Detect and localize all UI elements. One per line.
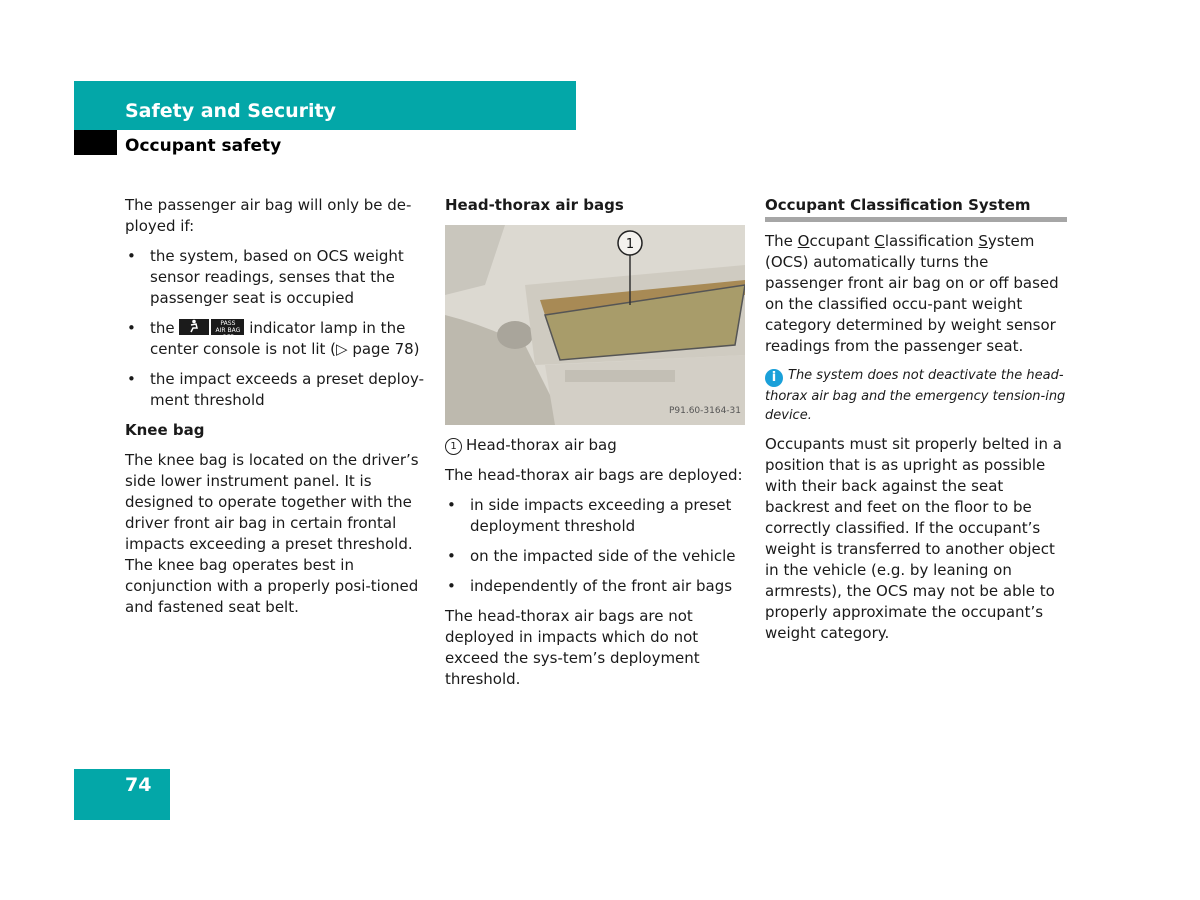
pass-airbag-off-indicator-icon: PASS AIR BAG OFF (211, 319, 244, 335)
ocs-heading: Occupant Classification System (765, 195, 1067, 222)
figure-callout: 1 (625, 237, 635, 252)
knee-bag-text: The knee bag is located on the driver’s side lower instrument panel. It is designed to operate together with the driver front air bag in certain frontal impacts exceeding a preset threshold. The knee bag operates best in conjunction with a properly posi-tioned and fastened seat belt. (125, 451, 419, 616)
page-number-box (74, 769, 170, 820)
list-item: • in side impacts exceeding a preset deployment threshold (447, 496, 732, 535)
column-right (765, 195, 1067, 653)
list-item: • on the impacted side of the vehicle (447, 547, 736, 565)
deployment-conditions-list (125, 246, 425, 411)
info-icon: i (765, 369, 783, 387)
column-left (125, 195, 425, 627)
section-title: Safety and Security (125, 100, 337, 122)
head-thorax-heading: Head-thorax air bags (445, 196, 624, 214)
figure-caption: 1 Head-thorax air bag (445, 435, 747, 456)
deployed-intro: The head-thorax air bags are deployed: (445, 466, 743, 484)
list-item: • the impact exceeds a preset deploy-ment threshold (127, 370, 425, 409)
list-item: • the system, based on OCS weight sensor readings, senses that the passenger seat is occupied (127, 247, 404, 307)
seated-person-icon (179, 319, 209, 335)
passenger-airbag-intro: The passenger air bag will only be de-ployed if: (125, 196, 412, 235)
callout-number-icon: 1 (445, 438, 462, 455)
door-panel-figure (445, 225, 745, 425)
subsection-marker (74, 130, 117, 155)
subsection-title: Occupant safety (125, 136, 282, 156)
door-interior-illustration (445, 225, 745, 425)
knee-bag-heading: Knee bag (125, 421, 205, 439)
info-note: i The system does not deactivate the head-thorax air bag and the emergency tension-ing device. (765, 368, 1066, 423)
head-thorax-conditions-list (445, 495, 747, 597)
list-item: • the PASS AIR BAG OFF indicator lamp in the center console is not lit (▷ page 78) (127, 319, 420, 358)
not-deployed-text: The head-thorax air bags are not deployed in impacts which do not exceed the sys-tem’s deployment threshold. (445, 607, 700, 688)
page-number: 74 (125, 774, 152, 796)
list-item: • independently of the front air bags (447, 577, 733, 595)
figure-code: P91.60-3164-31 (668, 406, 741, 416)
ocs-body: Occupants must sit properly belted in a position that is as upright as possible with their back against the seat backrest and feet on the floor to be correctly classified. If the occupant’s weight is transferred to another object in the vehicle (e.g. by leaning on armrests), the OCS may not be able to properly approximate the occupant’s weight category. (765, 435, 1062, 642)
ocs-intro: The Occupant Classification System (OCS) automatically turns the passenger front air bag on or off based on the classified occu-pant weight category determined by weight sensor readings from the passenger seat. (765, 232, 1059, 355)
column-middle (445, 195, 747, 699)
